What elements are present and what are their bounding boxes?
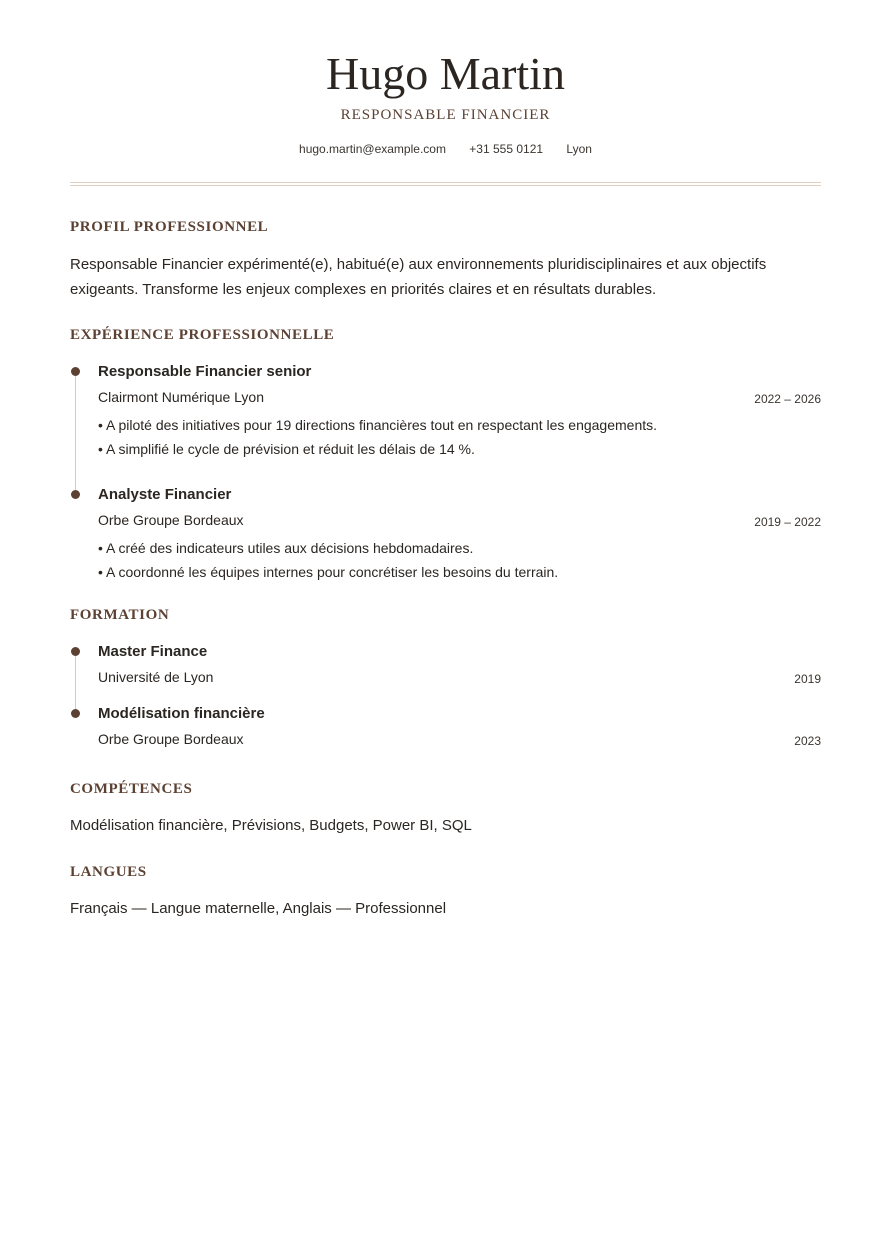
experience-entry <box>70 484 821 584</box>
timeline-dot <box>71 490 80 499</box>
resume-header <box>70 0 821 186</box>
profile-text: Responsable Financier expérimenté(e), habitué(e) aux environnements pluridisciplinaires et aux objectifs exigeants. Transforme les enjeux complexes en priorités claires et en résultats durables. <box>70 256 767 298</box>
job-bullet: • A coordonné les équipes internes pour concrétiser les besoins du terrain. <box>98 563 559 580</box>
degree-school-row <box>98 666 821 688</box>
job-bullets <box>98 537 821 584</box>
education-entry <box>70 703 821 750</box>
experience-section <box>70 325 821 584</box>
job-title: Responsable Financier senior <box>98 363 312 380</box>
job-bullet: • A simplifié le cycle de prévision et réduit les délais de 14 %. <box>98 440 475 457</box>
degree-year: 2023 <box>794 734 821 748</box>
experience-title: EXPÉRIENCE PROFESSIONNELLE <box>70 327 335 343</box>
languages-section <box>70 862 821 921</box>
job-company-row <box>98 509 821 531</box>
experience-timeline <box>70 361 821 584</box>
job-company-row <box>98 386 821 408</box>
contact-city: Lyon <box>566 142 592 156</box>
skills-text: Modélisation financière, Prévisions, Budgets, Power BI, SQL <box>70 817 472 834</box>
profile-title: PROFIL PROFESSIONNEL <box>70 219 269 235</box>
candidate-name: Hugo Martin <box>326 48 565 99</box>
degree-title: Master Finance <box>98 643 208 660</box>
job-bullets <box>98 414 821 461</box>
contact-line <box>70 141 821 157</box>
degree-school: Université de Lyon <box>98 669 214 685</box>
job-dates: 2022 – 2026 <box>754 392 821 406</box>
timeline-dot <box>71 709 80 718</box>
education-timeline <box>70 641 821 750</box>
education-entry <box>70 641 821 688</box>
education-title: FORMATION <box>70 607 170 623</box>
header-divider <box>70 182 821 186</box>
experience-entry <box>70 361 821 461</box>
degree-school-row <box>98 728 821 750</box>
degree-school: Orbe Groupe Bordeaux <box>98 731 244 747</box>
job-bullet: • A piloté des initiatives pour 19 directions financières tout en respectant les engagements. <box>98 417 658 433</box>
job-title: Analyste Financier <box>98 486 232 503</box>
timeline-dot <box>71 647 80 656</box>
languages-text: Français — Langue maternelle, Anglais — Professionnel <box>70 900 447 917</box>
profile-section <box>70 217 821 302</box>
education-section <box>70 605 821 750</box>
contact-phone: +31 555 0121 <box>469 142 544 156</box>
resume-page <box>70 0 821 917</box>
job-company: Clairmont Numérique Lyon <box>98 389 264 405</box>
timeline-dot <box>71 367 80 376</box>
skills-section <box>70 779 821 838</box>
skills-title: COMPÉTENCES <box>70 781 193 797</box>
candidate-role: RESPONSABLE FINANCIER <box>340 107 551 123</box>
job-dates: 2019 – 2022 <box>754 515 821 529</box>
contact-email: hugo.martin@example.com <box>299 142 446 156</box>
job-company: Orbe Groupe Bordeaux <box>98 512 244 528</box>
job-bullet: • A créé des indicateurs utiles aux décisions hebdomadaires. <box>98 540 474 556</box>
degree-year: 2019 <box>794 672 821 686</box>
languages-title: LANGUES <box>70 864 147 880</box>
degree-title: Modélisation financière <box>98 705 265 722</box>
